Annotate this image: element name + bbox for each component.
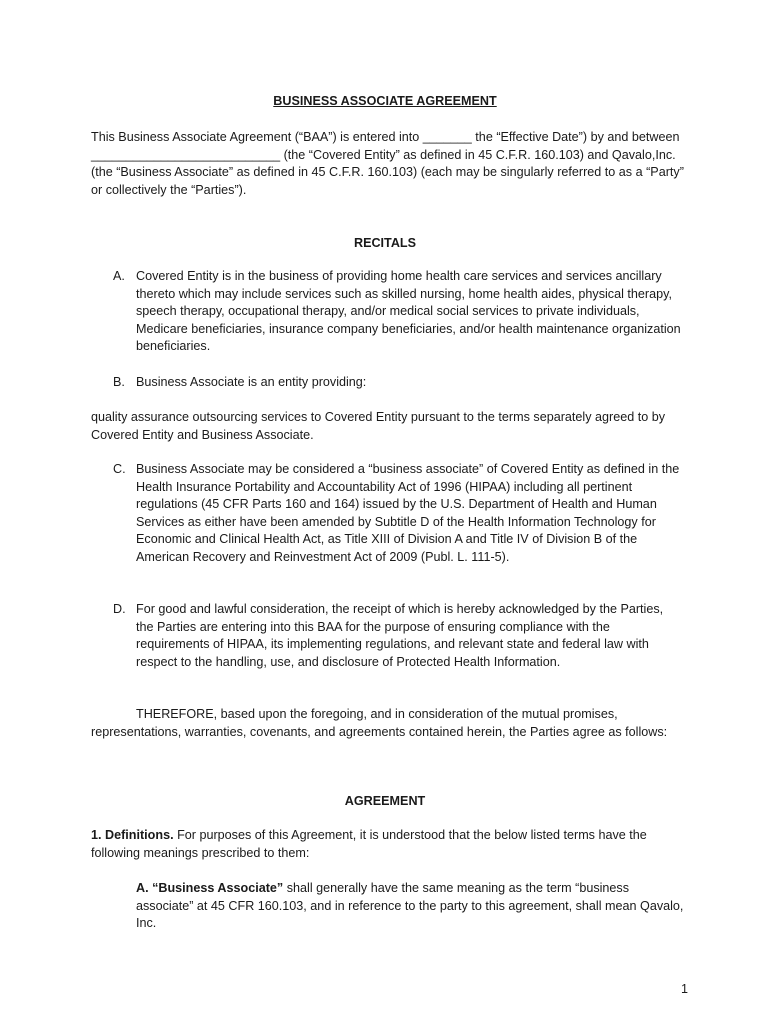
recital-b: [113, 374, 683, 392]
recital-c: [113, 461, 683, 567]
recital-a-marker: A.: [113, 269, 125, 283]
intro-paragraph: This Business Associate Agreement (“BAA”) is entered into _______ the “Effective Date”) by and between ___________________________ (the “Covered Entity” as defined in 45 C.F.R. 160.103) and Qavalo,Inc. (the “Business Associate” as defined in 45 C.F.R. 160.103) (each may be singularly referred to as a “Party” or collectively the “Parties”).: [91, 130, 684, 197]
definition-a: [136, 880, 686, 933]
definitions-paragraph: [91, 827, 691, 862]
recital-b-text: Business Associate is an entity providing:: [136, 375, 367, 389]
therefore-paragraph: [91, 706, 681, 741]
page-number: 1: [680, 982, 688, 996]
recital-d: [113, 601, 683, 671]
definition-a-label: A. “Business Associate”: [136, 881, 284, 895]
recital-c-text: Business Associate may be considered a “business associate” of Covered Entity as defined in the Health Insurance Portability and Accountability Act of 1996 (HIPAA) including all pertinent regulations (45 CFR Parts 160 and 164) issued by the U.S. Department of Health and Human Services as either have been amended by Subtitle D of the Health Information Technology for Economic and Clinical Health Act, as Title XIII of Division A and Title IV of Division B of the American Recovery and Reinvestment Act of 2009 (Publ. L. 111-5).: [136, 462, 680, 564]
recitals-heading: RECITALS: [353, 236, 417, 250]
agreement-heading: AGREEMENT: [344, 794, 426, 808]
definitions-text: For purposes of this Agreement, it is understood that the below listed terms have the following meanings prescribed to them:: [91, 828, 647, 860]
recital-a-text: Covered Entity is in the business of providing home health care services and services ancillary thereto which may include services such as skilled nursing, home health aides, physical therapy, speech therapy, occupational therapy, and/or medical social services to private individuals, Medicare beneficiaries, insurance company beneficiaries, and/or health maintenance organization beneficiaries.: [136, 269, 681, 354]
recital-d-text: For good and lawful consideration, the receipt of which is hereby acknowledged by the Parties, the Parties are entering into this BAA for the purpose of ensuring compliance with the requirements of HIPAA, its implementing regulations, and relevant state and federal law with respect to the handling, use, and disclosure of Protected Health Information.: [136, 602, 664, 669]
definitions-label: 1. Definitions.: [91, 828, 174, 842]
recital-c-marker: C.: [113, 462, 126, 476]
therefore-text: , based upon the foregoing, and in consideration of the mutual promises, representations, warranties, covenants, and agreements contained herein, the Parties agree as follows:: [91, 707, 668, 739]
document-title: BUSINESS ASSOCIATE AGREEMENT: [273, 94, 497, 108]
therefore-lead: THEREFORE: [136, 707, 214, 721]
recital-d-marker: D.: [113, 602, 126, 616]
recital-a: [113, 268, 683, 356]
definition-a-text: shall generally have the same meaning as the term “business associate” at 45 CFR 160.103, and in reference to the party to this agreement, shall mean Qavalo, Inc.: [136, 881, 684, 931]
services-paragraph: quality assurance outsourcing services to Covered Entity pursuant to the terms separately agreed to by Covered Entity and Business Associate.: [91, 410, 666, 442]
recital-b-marker: B.: [113, 375, 125, 389]
